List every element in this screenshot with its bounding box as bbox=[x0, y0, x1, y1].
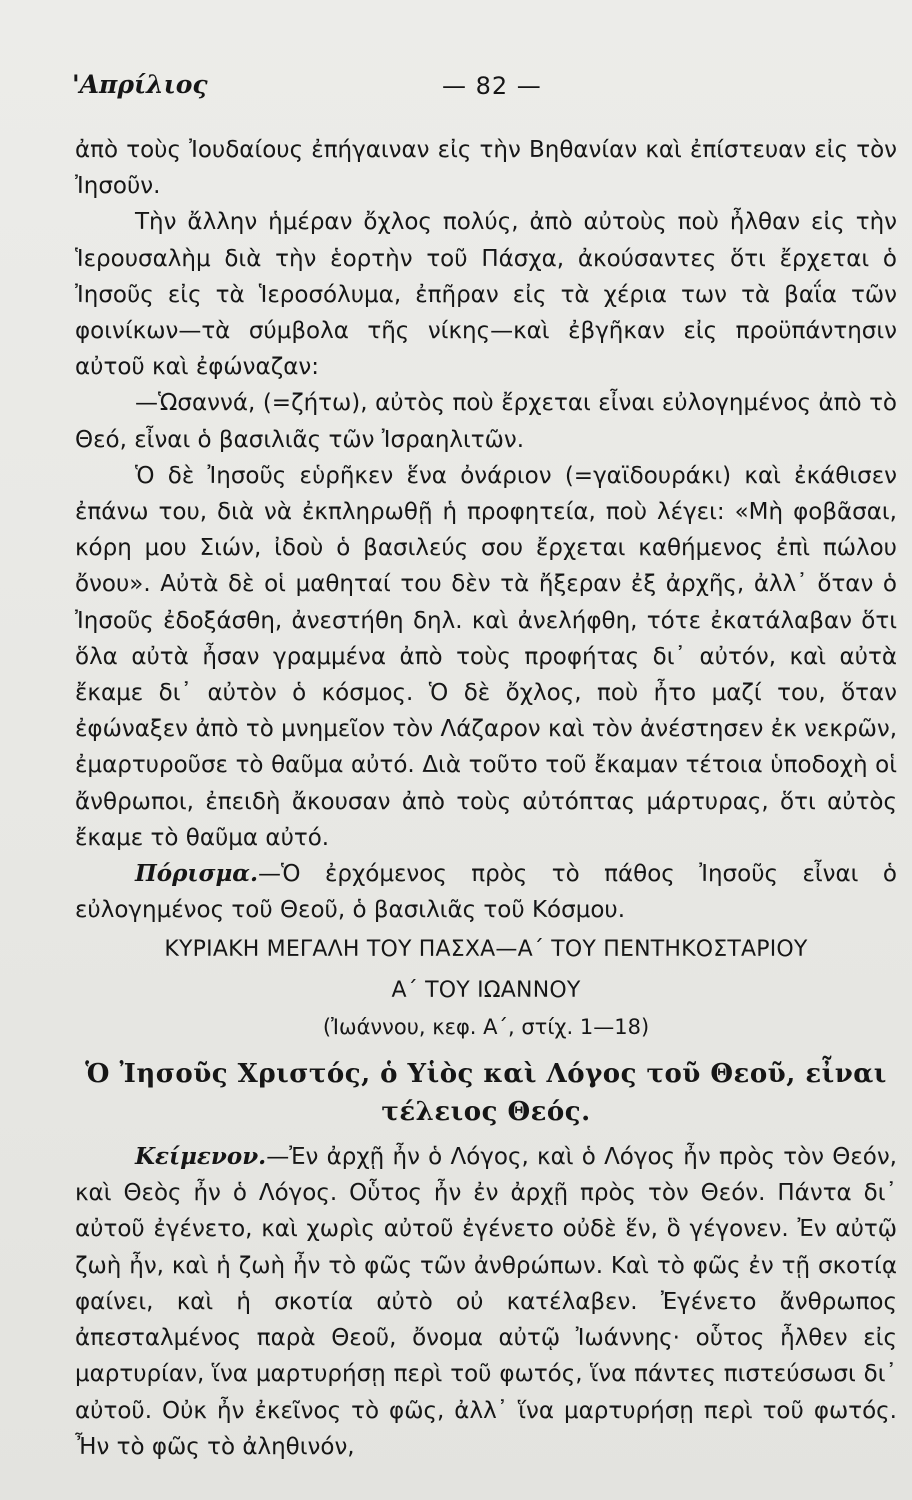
page-header bbox=[72, 70, 852, 110]
keimenon-text: —Ἐν ἀρχῇ ἦν ὁ Λόγος, καὶ ὁ Λόγος ἦν πρὸς τὸν Θεόν, καὶ Θεὸς ἦν ὁ Λόγος. Οὗτος ἦν ἐν ἀρχῇ πρὸς τὸν Θεόν. Πάντα δι᾽ αὐτοῦ ἐγένετο, καὶ χωρὶς αὐτοῦ ἐγένετο οὐδὲ ἕν, ὃ γέγονεν. Ἐν αὐτῷ ζωὴ ἦν, καὶ ἡ ζωὴ ἦν τὸ φῶς τῶν ἀνθρώπων. Καὶ τὸ φῶς ἐν τῇ σκοτίᾳ φαίνει, καὶ ἡ σκοτία αὐτὸ οὐ κατέλαβεν. Ἐγένετο ἄνθρωπος ἀπεσταλμένος παρὰ Θεοῦ, ὄνομα αὐτῷ Ἰωάννης· οὗτος ἦλθεν εἰς μαρτυρίαν, ἵνα μαρτυρήσῃ περὶ τοῦ φωτός, ἵνα πάντες πιστεύσωσι δι᾽ αὐτοῦ. Οὐκ ἦν ἐκεῖνος τὸ φῶς, ἀλλ᾽ ἵνα μαρτυρήσῃ περὶ τοῦ φωτός. Ἦν τὸ φῶς τὸ ἀληθινόν, bbox=[75, 1144, 897, 1460]
page-number: — 82 — bbox=[442, 72, 542, 100]
page-body bbox=[75, 132, 897, 1465]
porisma-paragraph bbox=[75, 856, 897, 928]
paragraph-2: Τὴν ἄλλην ἡμέραν ὄχλος πολύς, ἀπὸ αὐτοὺς ποὺ ἦλθαν εἰς τὴν Ἱερουσαλὴμ διὰ τὴν ἑορτὴν τοῦ Πάσχα, ἀκούσαντες ὅτι ἔρχεται ὁ Ἰησοῦς εἰς τὰ Ἱεροσόλυμα, ἐπῆραν εἰς τὰ χέρια των τὰ βαΐα τῶν φοινίκων—τὰ σύμβολα τῆς νίκης—καὶ ἐβγῆκαν εἰς προϋπάντησιν αὐτοῦ καὶ ἐφώναζαν: bbox=[75, 209, 897, 381]
porisma-text: —Ὁ ἐρχόμενος πρὸς τὸ πάθος Ἰησοῦς εἶναι ὁ εὐλογημένος τοῦ Θεοῦ, ὁ βασιλιᾶς τοῦ Κόσμου. bbox=[75, 861, 897, 924]
section-reference: (Ἰωάννου, κεφ. Α΄, στίχ. 1—18) bbox=[322, 1014, 650, 1039]
paragraph-1: ἀπὸ τοὺς Ἰουδαίους ἐπήγαιναν εἰς τὴν Βηθανίαν καὶ ἐπίστευαν εἰς τὸν Ἰησοῦν. bbox=[75, 137, 897, 200]
section-title-line-2: Α΄ ΤΟΥ ΙΩΑΝΝΟΥ bbox=[391, 977, 581, 1003]
section-title-line-1: ΚΥΡΙΑΚΗ ΜΕΓΑΛΗ ΤΟΥ ΠΑΣΧΑ—Α΄ ΤΟΥ ΠΕΝΤΗΚΟΣΤΑΡΙΟΥ bbox=[164, 937, 808, 963]
running-head: 'Απρίλιος bbox=[72, 70, 208, 99]
porisma-label: Πόρισμα. bbox=[135, 860, 258, 888]
paragraph-3: —Ὡσαννά, (=ζήτω), αὐτὸς ποὺ ἔρχεται εἶναι εὐλογημένος ἀπὸ τὸ Θεό, εἶναι ὁ βασιλιᾶς τῶν Ἰσραηλιτῶν. bbox=[75, 390, 897, 453]
chapter-heading: Ὁ Ἰησοῦς Χριστός, ὁ Υἱὸς καὶ Λόγος τοῦ Θεοῦ, εἶναι τέλειος Θεός. bbox=[85, 1059, 887, 1128]
keimenon-paragraph bbox=[75, 1139, 897, 1465]
keimenon-label: Κείμενον. bbox=[135, 1143, 267, 1171]
paragraph-4: Ὁ δὲ Ἰησοῦς εὑρῆκεν ἕνα ὀνάριον (=γαϊδουράκι) καὶ ἐκάθισεν ἐπάνω του, διὰ νὰ ἐκπληρωθῇ ἡ προφητεία, ποὺ λέγει: «Μὴ φοβᾶσαι, κόρη μου Σιών, ἰδοὺ ὁ βασιλεύς σου ἔρχεται καθήμενος ἐπὶ πώλου ὄνου». Αὐτὰ δὲ οἱ μαθηταί του δὲν τὰ ἤξεραν ἐξ ἀρχῆς, ἀλλ᾽ ὅταν ὁ Ἰησοῦς ἐδοξάσθη, ἀνεστήθη δηλ. καὶ ἀνελήφθη, τότε ἐκατάλαβαν ὅτι ὅλα αὐτὰ ἦσαν γραμμένα ἀπὸ τοὺς προφήτας δι᾽ αὐτόν, καὶ αὐτὰ ἔκαμε δι᾽ αὐτὸν ὁ κόσμος. Ὁ δὲ ὄχλος, ποὺ ἦτο μαζί του, ὅταν ἐφώναξεν ἀπὸ τὸ μνημεῖον τὸν Λάζαρον καὶ τὸν ἀνέστησεν ἐκ νεκρῶν, ἐμαρτυροῦσε τὸ θαῦμα αὐτό. Διὰ τοῦτο τοῦ ἔκαμαν τέτοια ὑποδοχὴ οἱ ἄνθρωποι, ἐπειδὴ ἄκουσαν ἀπὸ τοὺς αὐτόπτας μάρτυρας, ὅτι αὐτὸς ἔκαμε τὸ θαῦμα αὐτό. bbox=[75, 462, 897, 851]
